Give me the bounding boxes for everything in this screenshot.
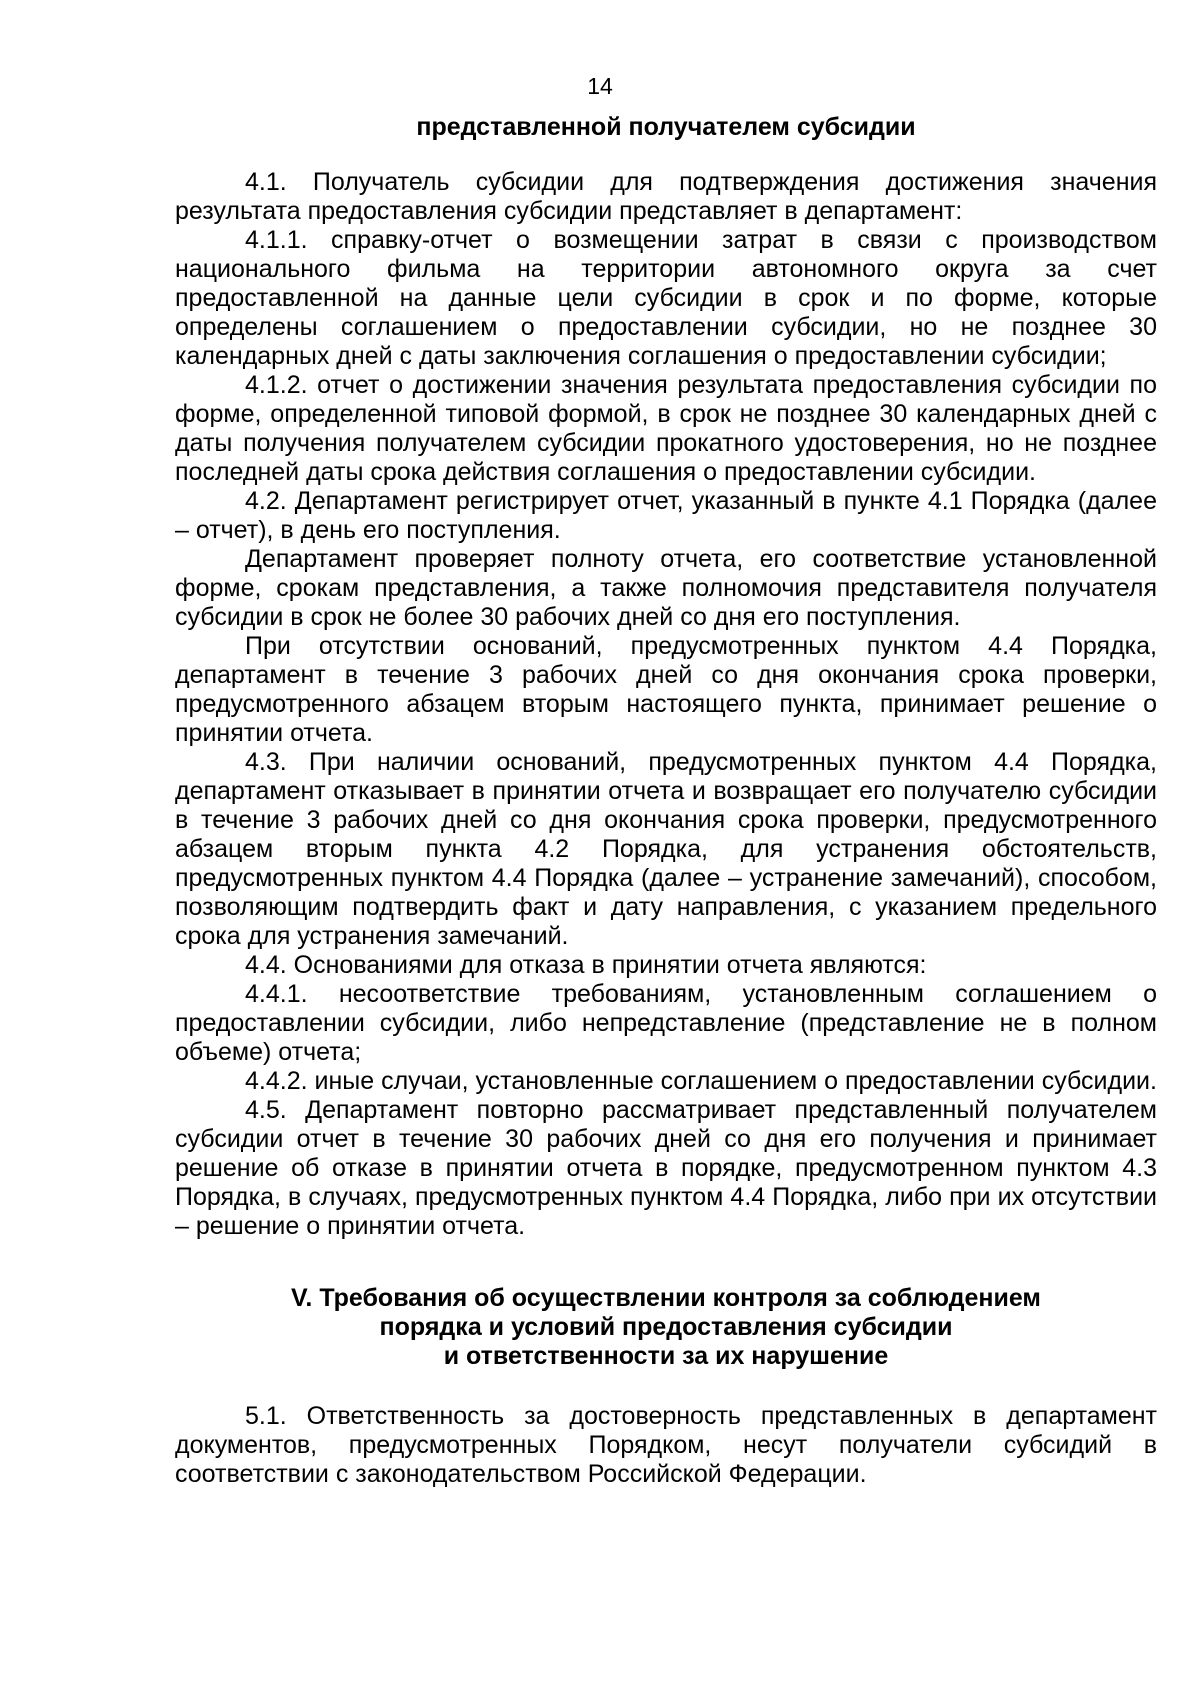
paragraph-4-4-1: 4.4.1. несоответствие требованиям, установленным соглашением о предоставлении субсидии, либо непредставление (представление не в полном объеме) отчета;: [175, 980, 1157, 1066]
document-body: [175, 113, 1157, 1489]
paragraph-4-1-2: 4.1.2. отчет о достижении значения результата предоставления субсидии по форме, определенной типовой формой, в срок не позднее 30 календарных дней с даты получения получателем субсидии прокатного удостоверения, но не позднее последней даты срока действия соглашения о предоставлении субсидии.: [175, 371, 1157, 486]
paragraph-4-4: 4.4. Основаниями для отказа в принятии отчета являются:: [245, 951, 927, 979]
paragraph-4-2: 4.2. Департамент регистрирует отчет, указанный в пункте 4.1 Порядка (далее – отчет), в день его поступления.: [175, 487, 1157, 544]
paragraph-5-1: 5.1. Ответственность за достоверность представленных в департамент документов, предусмотренных Порядком, несут получатели субсидий в соответствии с законодательством Российской Федерации.: [175, 1402, 1157, 1488]
section-5-heading-line: V. Требования об осуществлении контроля за соблюдением: [291, 1284, 1041, 1312]
section-5-heading-line: порядка и условий предоставления субсидии: [379, 1313, 953, 1341]
paragraph-4-1-1: 4.1.1. справку-отчет о возмещении затрат в связи с производством национального фильма на территории автономного округа за счет предоставленной на данные цели субсидии в срок и по форме, которые определены соглашением о предоставлении субсидии, но не позднее 30 календарных дней с даты заключения соглашения о предоставлении субсидии;: [175, 226, 1157, 370]
paragraph-4-4-2: 4.4.2. иные случаи, установленные соглашением о предоставлении субсидии.: [245, 1067, 1157, 1095]
paragraph-4-2-decision: При отсутствии оснований, предусмотренных пунктом 4.4 Порядка, департамент в течение 3 рабочих дней со дня окончания срока проверки, предусмотренного абзацем вторым настоящего пункта, принимает решение о принятии отчета.: [175, 632, 1157, 747]
paragraph-4-2-check: Департамент проверяет полноту отчета, его соответствие установленной форме, срокам представления, а также полномочия представителя получателя субсидии в срок не более 30 рабочих дней со дня его поступления.: [175, 545, 1157, 631]
page-number: 14: [587, 73, 613, 99]
paragraph-4-5: 4.5. Департамент повторно рассматривает представленный получателем субсидии отчет в течение 30 рабочих дней со дня его получения и принимает решение об отказе в принятии отчета в порядке, предусмотренном пунктом 4.3 Порядка, в случаях, предусмотренных пунктом 4.4 Порядка, либо при их отсутствии – решение о принятии отчета.: [175, 1096, 1157, 1240]
section-heading-continuation: представленной получателем субсидии: [416, 113, 916, 141]
section-5-heading-line: и ответственности за их нарушение: [443, 1342, 889, 1370]
paragraph-4-1: 4.1. Получатель субсидии для подтверждения достижения значения результата предоставления субсидии представляет в департамент:: [175, 168, 1157, 225]
section-5-heading: [175, 1284, 1157, 1371]
paragraph-4-3: 4.3. При наличии оснований, предусмотренных пунктом 4.4 Порядка, департамент отказывает в принятии отчета и возвращает его получателю субсидии в течение 3 рабочих дней со дня окончания срока проверки, предусмотренного абзацем вторым пункта 4.2 Порядка, для устранения обстоятельств, предусмотренных пунктом 4.4 Порядка (далее – устранение замечаний), способом, позволяющим подтвердить факт и дату направления, с указанием предельного срока для устранения замечаний.: [175, 748, 1157, 950]
